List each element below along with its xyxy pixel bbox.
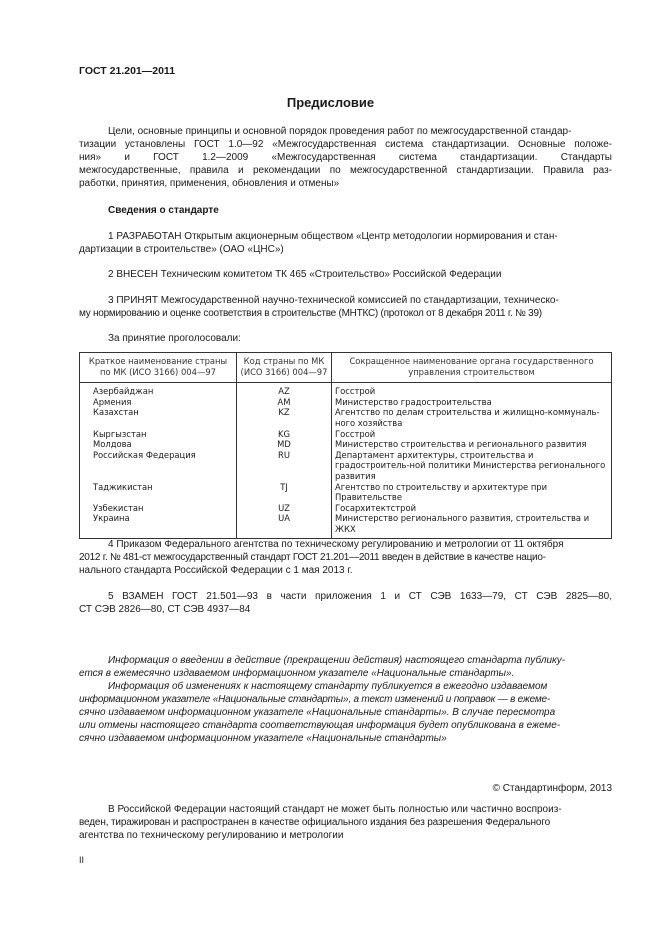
country-code: RU <box>237 450 332 482</box>
organization-name: Агентство по делам строительства и жилищно-коммуналь-ного хозяйства <box>332 407 612 428</box>
info-line: Информация об изменениях к настоящему стандарту публикуется в ежегодно издаваемом <box>108 681 548 692</box>
country-code: UZ <box>237 503 332 514</box>
header-organization: Сокращенное наименование органа государственного управления строительством <box>332 353 612 383</box>
document-code: ГОСТ 21.201—2011 <box>79 65 176 77</box>
voting-table <box>79 352 612 539</box>
rights-line: В Российской Федерации настоящий стандарт не может быть полностью или частично воспроиз- <box>108 804 562 815</box>
country-name: Российская Федерация <box>80 450 237 482</box>
country-code: AM <box>237 397 332 408</box>
item-3 <box>79 294 612 320</box>
country-name: Украина <box>80 513 237 538</box>
item-4 <box>79 538 612 577</box>
item-2-line: 2 ВНЕСЕН Техническим комитетом ТК 465 «Строительство» Российской Федерации <box>108 269 502 280</box>
organization-name: Госстрой <box>332 429 612 440</box>
intro-line: межгосударственные, правила и рекомендации по межгосударственной стандартизации. Правила раз- <box>79 165 612 176</box>
item-1 <box>79 230 612 256</box>
item-2 <box>79 268 612 281</box>
item-3-line: 3 ПРИНЯТ Межгосударственной научно-технической комиссией по стандартизации, техническо- <box>108 295 559 306</box>
intro-line: Цели, основные принципы и основной порядок проведения работ по межгосударственной стандар- <box>108 126 572 137</box>
country-name: Кыргызстан <box>80 429 237 440</box>
country-code: KG <box>237 429 332 440</box>
organization-name: Департамент архитектуры, строительства и градостроитель-ной политики Министерства регионального развития <box>332 450 612 482</box>
table-row <box>80 450 612 482</box>
publication-info <box>79 654 612 745</box>
country-name: Таджикистан <box>80 482 237 503</box>
intro-line: тизации установлены ГОСТ 1.0—92 «Межгосударственная система стандартизации. Основные положе- <box>79 139 612 150</box>
table-row <box>80 429 612 440</box>
about-heading: Сведения о стандарте <box>108 205 219 216</box>
country-name: Узбекистан <box>80 503 237 514</box>
info-line: ется в ежемесячно издаваемом информационном указателе «Национальные стандарты». <box>79 668 515 679</box>
table-row <box>80 482 612 503</box>
intro-paragraph <box>79 125 612 190</box>
info-line: или отмены настоящего стандарта соответствующая информация будет опубликована в ежеме- <box>79 720 561 731</box>
copyright-notice: © Стандартинформ, 2013 <box>492 783 612 794</box>
country-code: MD <box>237 439 332 450</box>
organization-name: Госархитектстрой <box>332 503 612 514</box>
item-4-line: нального стандарта Российской Федерации с 1 мая 2013 г. <box>79 565 353 576</box>
item-5-line: 5 ВЗАМЕН ГОСТ 21.501—93 в части приложения 1 и СТ СЭВ 1633—79, СТ СЭВ 2825—80, <box>108 591 612 602</box>
item-1-line: 1 РАЗРАБОТАН Открытым акционерным обществом «Центр методологии нормирования и стан- <box>108 231 558 242</box>
table-row <box>80 397 612 408</box>
page-title: Предисловие <box>286 95 375 110</box>
intro-line: ния» и ГОСТ 1.2—2009 «Межгосударственная система стандартизации. Стандарты <box>79 152 612 163</box>
country-name: Азербайджан <box>80 383 237 397</box>
table-row <box>80 383 612 397</box>
table-row <box>80 503 612 514</box>
country-code: AZ <box>237 383 332 397</box>
item-5 <box>79 590 612 616</box>
organization-name: Госстрой <box>332 383 612 397</box>
header-country: Краткое наименование страны по МК (ИСО 3166) 004—97 <box>80 353 237 383</box>
rights-line: веден, тиражирован и распространен в качестве официального издания без разрешения Федерального <box>79 817 551 828</box>
country-code: KZ <box>237 407 332 428</box>
intro-line: работки, принятия, применения, обновления и отмены» <box>79 178 340 189</box>
table-row <box>80 513 612 538</box>
item-4-line: 4 Приказом Федерального агентства по техническому регулированию и метрологии от 11 октября <box>108 539 564 550</box>
organization-name: Агентство по строительству и архитектуре при Правительстве <box>332 482 612 503</box>
organization-name: Министерство регионального развития, строительства и ЖКХ <box>332 513 612 538</box>
country-name: Молдова <box>80 439 237 450</box>
rights-line: агентства по техническому регулированию и метрологии <box>79 830 344 841</box>
voted-label: За принятие проголосовали: <box>108 333 241 344</box>
organization-name: Министерство строительства и регионального развития <box>332 439 612 450</box>
table-row <box>80 407 612 428</box>
item-5-line: СТ СЭВ 2826—80, СТ СЭВ 4937—84 <box>79 604 251 615</box>
table-header-row <box>80 353 612 383</box>
item-3-line: му нормированию и оценке соответствия в строительстве (МНТКС) (протокол от 8 декабря 2011 г. № 39) <box>79 308 542 319</box>
info-line: сячно издаваемом информационном указателе «Национальные стандарты». В случае пересмотра <box>79 707 556 718</box>
item-1-line: дартизации в строительстве» (ОАО «ЦНС») <box>79 244 284 255</box>
info-line: сячно издаваемом информационном указателе «Национальные стандарты» <box>79 733 447 744</box>
table-row <box>80 439 612 450</box>
organization-name: Министерство градостроительства <box>332 397 612 408</box>
info-line: Информация о введении в действие (прекращении действия) настоящего стандарта публику- <box>108 655 566 666</box>
item-4-line: 2012 г. № 481-ст межгосударственный стандарт ГОСТ 21.201—2011 введен в действие в качестве нацио- <box>79 552 546 563</box>
page-number: II <box>79 855 85 865</box>
country-name: Казахстан <box>80 407 237 428</box>
header-code: Код страны по МК (ИСО 3166) 004—97 <box>237 353 332 383</box>
rights-paragraph <box>79 803 612 842</box>
country-name: Армения <box>80 397 237 408</box>
info-line: информационном указателе «Национальные стандарты», а текст изменений и поправок — в ежеме- <box>79 694 551 705</box>
country-code: TJ <box>237 482 332 503</box>
country-code: UA <box>237 513 332 538</box>
